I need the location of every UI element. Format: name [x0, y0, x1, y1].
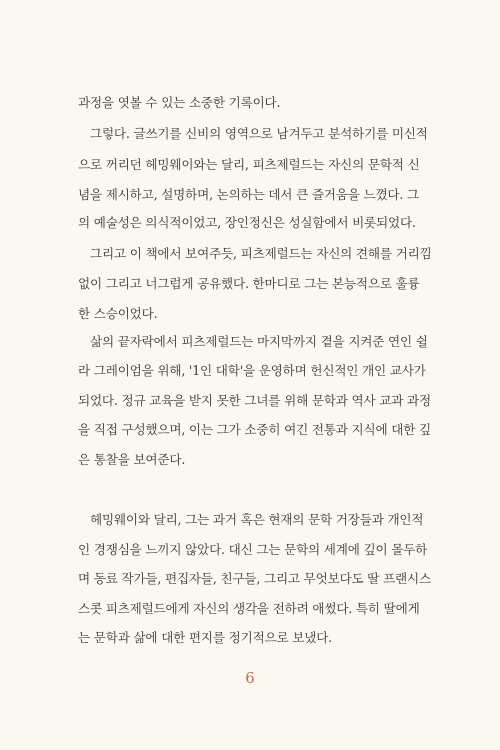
text-line: 을 직접 구성했으며, 이는 그가 소중히 여긴 전통과 지식에 대한 깊: [78, 422, 431, 437]
text-line: 스콧 피츠제럴드에게 자신의 생각을 전하려 애썼다. 특히 딸에게: [78, 601, 420, 616]
text-line: 삶의 끝자락에서 피츠제럴드는 마지막까지 곁을 지켜준 연인 쉴: [90, 334, 428, 349]
text-line: 없이 그리고 너그럽게 공유했다. 한마디로 그는 본능적으로 훌륭: [78, 276, 420, 291]
text-line: 으로 꺼리던 헤밍웨이와는 달리, 피츠제럴드는 자신의 문학적 신: [78, 157, 420, 172]
text-line: 념을 제시하고, 설명하며, 논의하는 데서 큰 즐거움을 느꼈다. 그: [78, 187, 419, 202]
text-line: 그리고 이 책에서 보여주듯, 피츠제럴드는 자신의 견해를 거리낌: [90, 246, 432, 261]
text-line: 며 동료 작가들, 편집자들, 친구들, 그리고 무엇보다도 딸 프랜시스: [78, 571, 431, 586]
text-line: 되었다. 정규 교육을 받지 못한 그녀를 위해 문학과 역사 교과 과정: [78, 393, 431, 408]
text-line: 과정을 엿볼 수 있는 소중한 기록이다.: [78, 95, 281, 110]
text-line: 는 문학과 삶에 대한 편지를 정기적으로 보냈다.: [78, 630, 332, 645]
text-line: 그렇다. 글쓰기를 신비의 영역으로 남겨두고 분석하기를 미신적: [90, 126, 428, 141]
text-line: 라 그레이엄을 위해, '1인 대학'을 운영하며 헌신적인 개인 교사가: [78, 363, 426, 378]
text-line: 한 스승이었다.: [78, 306, 158, 321]
text-line: 은 통찰을 보여준다.: [78, 452, 186, 467]
text-line: 헤밍웨이와 달리, 그는 과거 혹은 현재의 문학 거장들과 개인적: [90, 512, 424, 527]
page-number: 6: [245, 669, 255, 687]
text-line: 의 예술성은 의식적이었고, 장인정신은 성실함에서 비롯되었다.: [78, 215, 416, 230]
text-line: 인 경쟁심을 느끼지 않았다. 대신 그는 문학의 세계에 깊이 몰두하: [78, 542, 428, 557]
